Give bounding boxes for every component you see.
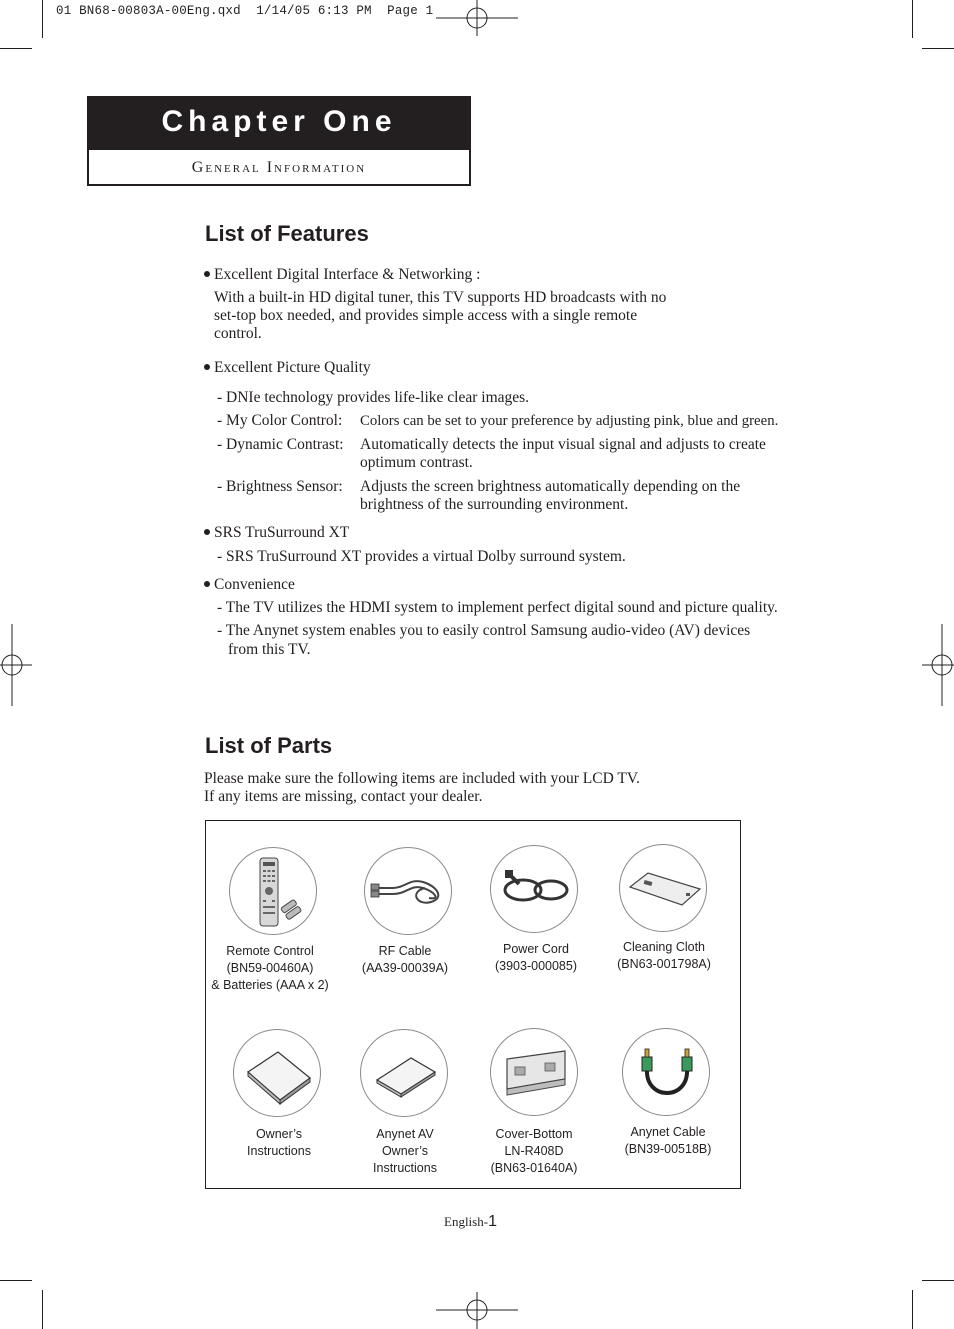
part-label: Owner’s xyxy=(381,1144,429,1158)
parts-intro: Please make sure the following items are included with your LCD TV. xyxy=(204,770,640,787)
rf-cable-icon xyxy=(364,847,452,935)
chapter-subtitle: General Information xyxy=(191,159,367,176)
page-number-prefix: English- xyxy=(444,1214,489,1229)
crop-mark xyxy=(42,1290,43,1329)
feature-text: set-top box needed, and provides simple access with a single remote xyxy=(214,307,638,324)
cover-bottom-icon xyxy=(490,1028,578,1116)
part-model: LN-R408D xyxy=(504,1144,564,1158)
part-label: Owner’s xyxy=(255,1127,303,1141)
bullet-icon xyxy=(204,271,210,277)
part-caption xyxy=(330,943,480,977)
remote-control-icon xyxy=(229,847,317,935)
cleaning-cloth-icon xyxy=(619,844,707,932)
features-heading: List of Features xyxy=(205,221,369,246)
anynet-cable-icon xyxy=(622,1028,710,1116)
part-label: Remote Control xyxy=(226,944,314,958)
part-caption xyxy=(589,939,739,973)
feature-item-text: brightness of the surrounding environment. xyxy=(360,496,629,513)
part-label: Instructions xyxy=(247,1144,311,1158)
part-caption xyxy=(330,1126,480,1177)
feature-text: control. xyxy=(214,325,262,342)
part-number: (BN39-00518B) xyxy=(624,1142,712,1156)
feature-item: - SRS TruSurround XT provides a virtual Dolby surround system. xyxy=(217,548,626,565)
part-caption xyxy=(459,1126,609,1177)
part-number: (BN63-01640A) xyxy=(490,1161,578,1175)
parts-box xyxy=(205,820,741,1189)
feature-item-text: Colors can be set to your preference by adjusting pink, blue and green. xyxy=(360,413,779,429)
part-label: Anynet Cable xyxy=(630,1125,706,1139)
feature-title: SRS TruSurround XT xyxy=(214,524,350,541)
part-caption xyxy=(195,943,345,994)
crop-mark xyxy=(42,0,43,38)
part-number: (BN59-00460A) xyxy=(226,961,314,975)
feature-title: Excellent Digital Interface & Networking : xyxy=(214,266,481,283)
feature-item: from this TV. xyxy=(228,641,311,658)
part-label: Cover-Bottom xyxy=(495,1127,573,1141)
feature-bullet-1 xyxy=(204,266,480,284)
feature-item: - DNIe technology provides life-like clear images. xyxy=(217,389,530,406)
crop-mark xyxy=(922,48,954,49)
feature-item: - The Anynet system enables you to easily control Samsung audio-video (AV) devices xyxy=(217,622,751,639)
feature-bullet-2 xyxy=(204,359,371,377)
feature-bullet-4 xyxy=(204,576,295,594)
crop-mark xyxy=(912,0,913,38)
parts-intro: If any items are missing, contact your dealer. xyxy=(204,788,483,805)
crop-mark xyxy=(0,1280,32,1281)
part-label: Anynet AV xyxy=(376,1127,434,1141)
feature-item-text: Adjusts the screen brightness automatically depending on the xyxy=(360,478,741,495)
print-slug: 01 BN68-00803A-00Eng.qxd 1/14/05 6:13 PM Page 1 xyxy=(56,4,434,18)
manual-icon xyxy=(233,1029,321,1117)
feature-item-label: - My Color Control: xyxy=(217,412,343,429)
parts-heading: List of Parts xyxy=(205,733,333,758)
manual-icon xyxy=(360,1029,448,1117)
registration-mark-icon xyxy=(436,1292,518,1329)
part-note: & Batteries (AAA x 2) xyxy=(211,978,329,992)
registration-mark-icon xyxy=(922,624,954,706)
part-label: Instructions xyxy=(373,1161,437,1175)
feature-item-text: optimum contrast. xyxy=(360,454,473,471)
page-number-value: 1 xyxy=(488,1213,497,1230)
power-cord-icon xyxy=(490,845,578,933)
crop-mark xyxy=(0,48,32,49)
bullet-icon xyxy=(204,364,210,370)
registration-mark-icon xyxy=(436,0,518,36)
feature-title: Excellent Picture Quality xyxy=(214,359,371,376)
part-number: (3903-000085) xyxy=(494,959,577,973)
bullet-icon xyxy=(204,529,210,535)
chapter-header xyxy=(87,96,471,186)
chapter-title: Chapter One xyxy=(89,98,469,150)
part-label: Power Cord xyxy=(503,942,569,956)
feature-item-label: - Dynamic Contrast: xyxy=(217,436,344,453)
part-caption xyxy=(593,1124,743,1158)
page-number xyxy=(444,1213,497,1231)
feature-item: - The TV utilizes the HDMI system to implement perfect digital sound and picture quality. xyxy=(217,599,778,616)
part-label: RF Cable xyxy=(378,944,432,958)
feature-item-text: Automatically detects the input visual signal and adjusts to create xyxy=(360,436,766,453)
feature-item-label: - Brightness Sensor: xyxy=(217,478,343,495)
crop-mark xyxy=(922,1280,954,1281)
registration-mark-icon xyxy=(0,624,32,706)
feature-bullet-3 xyxy=(204,524,349,542)
part-label: Cleaning Cloth xyxy=(623,940,705,954)
feature-text: With a built-in HD digital tuner, this TV supports HD broadcasts with no xyxy=(214,289,667,306)
part-number: (BN63-001798A) xyxy=(617,957,711,971)
crop-mark xyxy=(912,1290,913,1329)
part-number: (AA39-00039A) xyxy=(361,961,449,975)
feature-title: Convenience xyxy=(214,576,295,593)
bullet-icon xyxy=(204,581,210,587)
